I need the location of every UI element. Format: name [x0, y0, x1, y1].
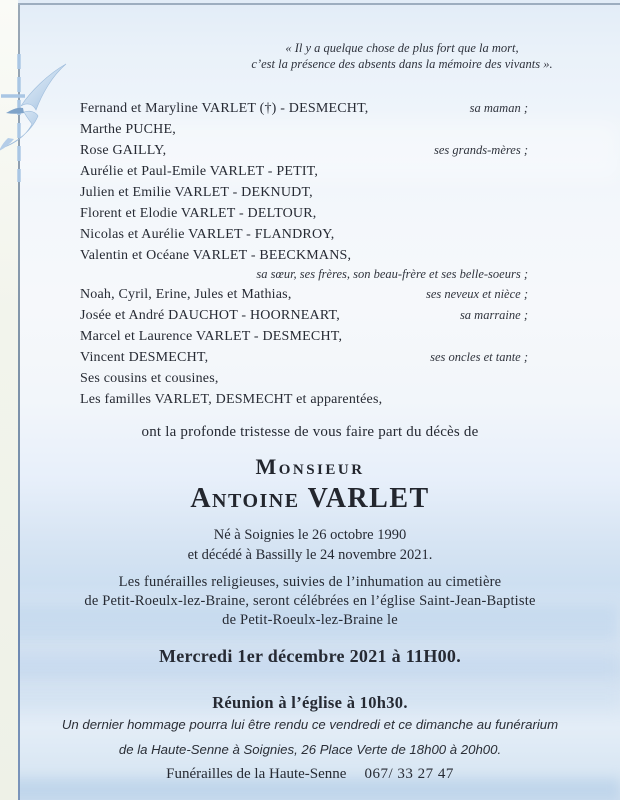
family-row: [80, 245, 528, 266]
funeral-home-name: Funérailles de la Haute-Senne: [166, 766, 347, 782]
family-row: [80, 98, 528, 119]
announcement-intro: ont la profonde tristesse de vous faire part du décès de: [141, 424, 479, 440]
relative-names: Noah, Cyril, Erine, Jules et Mathias,: [80, 287, 292, 302]
relationship-label: sa marraine ;: [459, 308, 528, 322]
relative-names: Marthe PUCHE,: [80, 122, 176, 137]
funeral-line: de Petit-Roeulx-lez-Braine, seront célébrées en l’église Saint-Jean-Baptiste: [84, 593, 536, 609]
family-row: [80, 284, 528, 305]
memorial-quote: [228, 40, 576, 72]
quote-line: c’est la présence des absents dans la mémoire des vivants ».: [251, 57, 553, 71]
relative-names: Marcel et Laurence VARLET - DESMECHT,: [80, 329, 343, 344]
cross-and-dove-icon: [0, 52, 72, 184]
family-row: [80, 203, 528, 224]
family-row: [80, 161, 528, 182]
relative-names: Valentin et Océane VARLET - BEECKMANS,: [80, 248, 352, 263]
family-row: [80, 224, 528, 245]
deceased-name: Antoine VARLET: [190, 483, 430, 514]
relative-names: Fernand et Maryline VARLET (†) - DESMECHT,: [80, 101, 369, 116]
family-row: [80, 182, 528, 203]
family-list: [80, 98, 528, 410]
relationship-label: sa maman ;: [469, 101, 528, 115]
family-row: [80, 389, 528, 410]
relationship-label: ses neveux et nièce ;: [425, 287, 528, 301]
family-row: [80, 119, 528, 140]
family-row: [80, 347, 528, 368]
death-announcement: [40, 424, 580, 713]
birth-death-dates: [40, 525, 580, 565]
relative-names: Josée et André DAUCHOT - HOORNEART,: [80, 308, 340, 323]
family-row: [80, 368, 528, 389]
death-line: et décédé à Bassilly le 24 novembre 2021.: [187, 547, 433, 563]
relative-names: Les familles VARLET, DESMECHT et apparentées,: [80, 392, 383, 407]
funeral-line: Les funérailles religieuses, suivies de l’inhumation au cimetière: [118, 574, 502, 590]
ceremony-date: Mercredi 1er décembre 2021 à 11H00.: [158, 646, 462, 666]
card-top-edge: [18, 3, 620, 5]
funeral-home-footer: [0, 766, 620, 783]
quote-line: « Il y a quelque chose de plus fort que la mort,: [285, 41, 519, 55]
last-tribute-notice: [30, 712, 590, 762]
funeral-line: de Petit-Roeulx-lez-Braine le: [222, 612, 398, 628]
relative-names: Rose GAILLY,: [80, 143, 167, 158]
family-row: [80, 140, 528, 161]
funeral-details: [40, 573, 580, 630]
tribute-line: Un dernier hommage pourra lui être rendu ce vendredi et ce dimanche au funérarium: [61, 717, 559, 732]
honorific: Monsieur: [255, 454, 365, 479]
relative-names: Vincent DESMECHT,: [80, 350, 209, 365]
relationship-label: ses grands-mères ;: [434, 143, 528, 157]
relationship-label: ses oncles et tante ;: [430, 350, 528, 364]
family-row: [80, 305, 528, 326]
siblings-relationship-label: sa sœur, ses frères, son beau-frère et ses belle-soeurs ;: [256, 267, 528, 281]
church-meeting-time: Réunion à l’église à 10h30.: [212, 693, 408, 712]
tribute-line: de la Haute-Senne à Soignies, 26 Place Verte de 18h00 à 20h00.: [118, 742, 502, 757]
funeral-home-phone: 067/ 33 27 47: [364, 766, 454, 782]
birth-line: Né à Soignies le 26 octobre 1990: [213, 527, 407, 543]
relative-names: Florent et Elodie VARLET - DELTOUR,: [80, 206, 317, 221]
family-row: [80, 326, 528, 347]
relative-names: Aurélie et Paul-Emile VARLET - PETIT,: [80, 164, 319, 179]
relative-names: Nicolas et Aurélie VARLET - FLANDROY,: [80, 227, 335, 242]
relative-names: Julien et Emilie VARLET - DEKNUDT,: [80, 185, 313, 200]
relative-names: Ses cousins et cousines,: [80, 371, 219, 386]
